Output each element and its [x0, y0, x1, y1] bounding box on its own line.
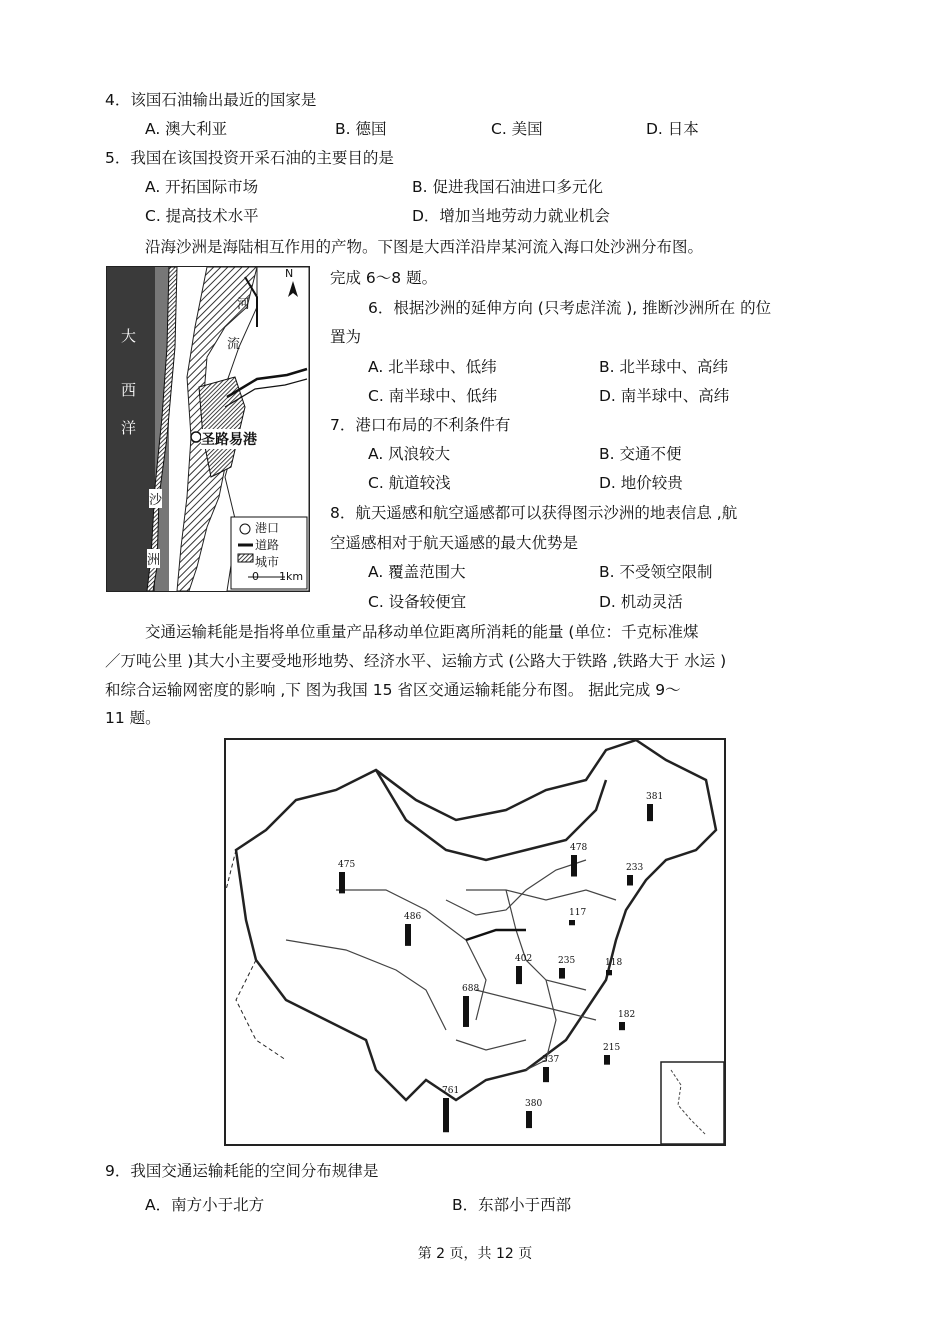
q7-option-c: C. 航道较浅: [368, 474, 451, 492]
page-footer: 第 2 页，共 12 页: [417, 1246, 533, 1262]
q4-option-b: B. 德国: [335, 120, 387, 138]
value-label-yunnan: 761: [442, 1086, 460, 1096]
value-label-jiangsu: 118: [605, 958, 623, 968]
q9-option-b: B．东部小于西部: [452, 1196, 572, 1214]
ocean-label-3: 洋: [121, 419, 137, 437]
energy-bar: [647, 804, 653, 821]
question-4-stem: 4．该国石油输出最近的国家是: [105, 91, 317, 109]
intro-paragraph-6-8: 沿海沙洲是海陆相互作用的产物。下图是大西洋沿岸某河流入海口处沙洲分布图。: [145, 238, 704, 256]
intro-paragraph-9-11-line4: 11 题。: [105, 709, 161, 727]
value-label-henan: 235: [558, 956, 576, 966]
value-label-inner-mongolia: 478: [570, 843, 588, 853]
q9-option-a: A．南方小于北方: [145, 1196, 265, 1214]
energy-bar: [627, 875, 633, 885]
q7-option-b: B. 交通不便: [599, 445, 682, 463]
energy-bar: [543, 1067, 549, 1082]
value-label-shaanxi: 402: [515, 954, 533, 964]
q5-option-a: A. 开拓国际市场: [145, 178, 259, 196]
energy-bar: [606, 970, 612, 975]
value-label-sichuan: 688: [462, 984, 480, 994]
value-label-fujian: 215: [603, 1043, 621, 1053]
question-7-stem: 7．港口布局的不利条件有: [330, 416, 511, 434]
value-label-heilongjiang: 381: [646, 792, 664, 802]
north-label: N: [285, 267, 294, 280]
energy-bar: [569, 920, 575, 925]
question-9-stem: 9．我国交通运输耗能的空间分布规律是: [105, 1162, 379, 1180]
sandbar-map-figure: [106, 266, 310, 592]
q8-option-a: A. 覆盖范围大: [368, 563, 466, 581]
q5-option-d: D．增加当地劳动力就业机会: [412, 207, 610, 225]
intro-paragraph-9-11-line1: 交通运输耗能是指将单位重量产品移动单位距离所消耗的能量 (单位：千克标准煤: [145, 623, 699, 641]
value-label-qinghai: 486: [404, 912, 422, 922]
q5-option-b: B. 促进我国石油进口多元化: [412, 178, 603, 196]
energy-bar: [443, 1098, 449, 1132]
question-8-stem: 8．航天遥感和航空遥感都可以获得图示沙洲的地表信息 ,航: [330, 504, 738, 522]
ocean-label-2: 西: [121, 381, 137, 399]
scale-km: 1km: [279, 570, 304, 583]
energy-bar: [526, 1111, 532, 1128]
port-icon: [191, 432, 201, 442]
q5-option-c: C. 提高技术水平: [145, 207, 259, 225]
question-6-stem: 6．根据沙洲的延伸方向 (只考虑洋流 ), 推断沙洲所在 的位: [368, 299, 772, 317]
q6-option-d: D. 南半球中、高纬: [599, 387, 730, 405]
question-6-stem-cont: 置为: [330, 328, 362, 346]
china-energy-map-figure: [224, 738, 726, 1146]
sandbar-label-1: 沙: [149, 489, 162, 508]
legend-road: 道路: [255, 538, 280, 552]
question-5-stem: 5．我国在该国投资开采石油的主要目的是: [105, 149, 394, 167]
energy-bar: [516, 966, 522, 984]
value-label-jilin: 233: [626, 863, 644, 873]
port-name-label: 圣路易港: [201, 429, 257, 449]
energy-bar: [339, 872, 345, 893]
q8-option-d: D. 机动灵活: [599, 593, 683, 611]
q8-option-b: B. 不受领空限制: [599, 563, 713, 581]
ocean-label-1: 大: [121, 327, 137, 345]
q6-option-b: B. 北半球中、高纬: [599, 358, 728, 376]
river-label-1: 河: [237, 297, 251, 312]
energy-bar: [571, 855, 577, 877]
value-label-hunan: 337: [542, 1055, 560, 1065]
question-8-stem-cont: 空遥感相对于航天遥感的最大优势是: [330, 534, 579, 552]
q4-option-d: D. 日本: [646, 120, 699, 138]
legend-port: 港口: [255, 521, 280, 535]
scale-zero: 0: [252, 570, 259, 583]
energy-bars-group: [339, 804, 653, 1132]
value-label-xinjiang: 475: [338, 860, 356, 870]
intro-paragraph-6-8-cont: 完成 6～8 题。: [330, 269, 438, 287]
intro-paragraph-9-11-line3: 和综合运输网密度的影响 ,下 图为我国 15 省区交通运输耗能分布图。 据此完成 9～: [105, 681, 681, 699]
q6-option-c: C. 南半球中、低纬: [368, 387, 498, 405]
intro-paragraph-9-11-line2: ／万吨公里 )其大小主要受地形地势、经济水平、运输方式 (公路大于铁路 ,铁路大于 水运 ): [105, 652, 727, 670]
energy-bar: [405, 924, 411, 946]
energy-bar: [619, 1022, 625, 1030]
river-label-2: 流: [227, 337, 241, 352]
q6-option-a: A. 北半球中、低纬: [368, 358, 497, 376]
sandbar-label-2: 洲: [147, 549, 160, 568]
q7-option-a: A. 风浪较大: [368, 445, 451, 463]
energy-bar: [463, 996, 469, 1027]
legend-city: 城市: [255, 555, 280, 569]
q7-option-d: D. 地价较贵: [599, 474, 683, 492]
q8-option-c: C. 设备较便宜: [368, 593, 467, 611]
q4-option-a: A. 澳大利亚: [145, 120, 228, 138]
energy-bar: [559, 968, 565, 979]
energy-bar: [604, 1055, 610, 1065]
value-label-guangxi: 380: [525, 1099, 543, 1109]
value-label-zhejiang: 182: [618, 1010, 636, 1020]
q4-option-c: C. 美国: [491, 120, 543, 138]
value-label-hebei: 117: [569, 908, 587, 918]
